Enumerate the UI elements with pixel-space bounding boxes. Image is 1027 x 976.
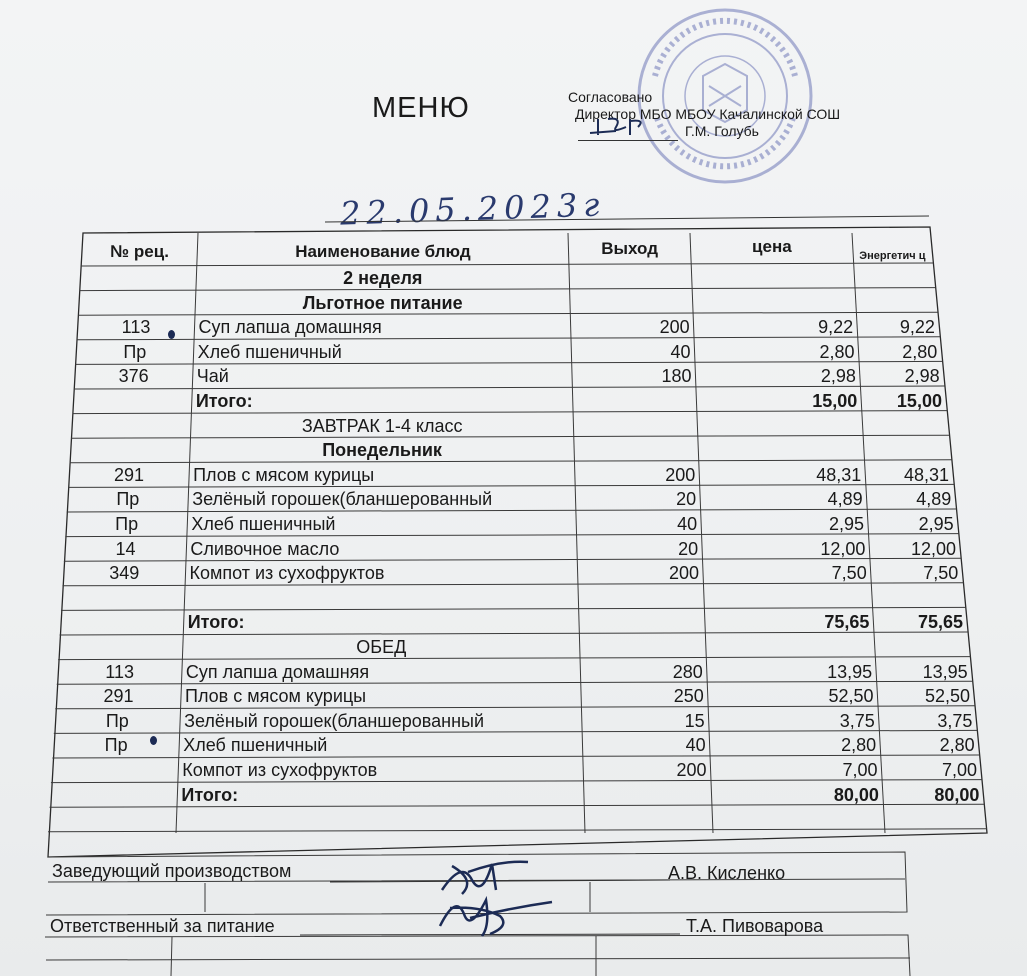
total-price: 15,00: [812, 391, 858, 411]
food-responsible-signature: [430, 886, 560, 941]
dish-recipe-number: 113: [121, 317, 151, 338]
total-energy: 75,65: [917, 612, 963, 633]
total-label: Итого:: [195, 391, 253, 411]
dish-output: 20: [676, 489, 697, 510]
dish-energy: 3,75: [937, 710, 973, 731]
dish-energy: 7,00: [941, 760, 978, 780]
dish-recipe-number: Пр: [116, 489, 140, 510]
dish-name: Хлеб пшеничный: [197, 341, 342, 362]
dish-energy: 13,95: [922, 661, 968, 682]
food-responsible-label: Ответственный за питание: [50, 916, 275, 936]
dish-output: 200: [659, 317, 690, 338]
dish-output: 15: [684, 710, 705, 731]
dish-energy: 48,31: [903, 464, 949, 485]
production-head-label: Заведующий производством: [52, 861, 292, 881]
total-price: 75,65: [824, 612, 870, 633]
dish-output: 200: [668, 563, 700, 584]
dish-output: 200: [665, 464, 696, 485]
dish-name: Плов с мясом курицы: [193, 464, 375, 485]
dish-energy: 2,80: [939, 735, 975, 756]
col-header-energy: Энергетич ц: [859, 250, 926, 262]
dish-name: Чай: [196, 366, 229, 387]
dish-output: 40: [685, 735, 706, 756]
total-price: 80,00: [833, 784, 879, 805]
dish-energy: 9,22: [899, 317, 935, 338]
dish-recipe-number: 349: [109, 563, 140, 584]
approval-name: Г.М. Голубь: [685, 123, 759, 139]
document-title: МЕНЮ: [372, 92, 470, 124]
dish-energy: 12,00: [910, 538, 956, 559]
dish-recipe-number: Пр: [105, 710, 129, 731]
dish-recipe-number: 376: [118, 366, 149, 387]
dish-energy: 52,50: [924, 686, 971, 707]
dish-output: 180: [661, 366, 692, 387]
dish-price: 2,98: [820, 366, 856, 387]
dish-output: 200: [676, 760, 707, 780]
dish-energy: 7,50: [923, 563, 959, 584]
dish-name: Компот из сухофруктов: [182, 760, 378, 780]
total-energy: 80,00: [934, 784, 980, 805]
dish-recipe-number: 291: [103, 686, 134, 707]
dish-output: 280: [672, 661, 703, 682]
dish-energy: 2,80: [902, 341, 938, 362]
approval-director: Директор МБО МБОУ Качалинской СОШ: [575, 106, 841, 122]
dish-recipe-number: 14: [115, 538, 136, 559]
dish-output: 40: [670, 341, 691, 362]
dish-energy: 2,98: [904, 366, 940, 387]
col-header-num: № рец.: [110, 242, 169, 261]
dish-price: 4,89: [827, 489, 863, 510]
dish-output: 250: [673, 686, 704, 707]
production-head-name: А.В. Кисленко: [668, 863, 786, 883]
dish-name: Суп лапша домашняя: [198, 317, 382, 338]
dish-recipe-number: Пр: [115, 514, 139, 534]
dish-name: Зелёный горошек(бланшерованный: [184, 710, 485, 731]
ink-mark: [150, 736, 157, 745]
section-label: Льготное питание: [302, 292, 463, 313]
total-label: Итого:: [187, 612, 245, 633]
dish-name: Суп лапша домашняя: [185, 661, 370, 682]
dish-name: Компот из сухофруктов: [189, 563, 385, 584]
dish-price: 13,95: [827, 661, 873, 682]
dish-name: Хлеб пшеничный: [183, 735, 328, 756]
col-header-output: Выход: [601, 239, 659, 258]
dish-price: 3,75: [839, 710, 875, 731]
section-label: ОБЕД: [356, 637, 407, 657]
food-responsible-name: Т.А. Пивоварова: [686, 916, 824, 936]
dish-output: 20: [678, 538, 699, 559]
dish-recipe-number: Пр: [104, 735, 128, 756]
dish-recipe-number: 113: [105, 661, 134, 682]
dish-price: 9,22: [818, 317, 854, 338]
col-header-name: Наименование блюд: [295, 242, 471, 261]
dish-recipe-number: Пр: [123, 341, 147, 362]
section-label: ЗАВТРАК 1-4 класс: [301, 415, 463, 436]
section-label: Понедельник: [322, 440, 442, 461]
dish-output: 40: [677, 514, 698, 534]
section-label: 2 неделя: [343, 268, 423, 288]
dish-price: 48,31: [816, 464, 862, 485]
menu-date: 22.05.2023г: [339, 185, 606, 233]
dish-energy: 4,89: [916, 489, 952, 510]
approval-label: Согласовано: [568, 89, 653, 105]
dish-price: 7,00: [842, 760, 878, 780]
dish-price: 2,95: [828, 514, 864, 534]
dish-energy: 2,95: [918, 514, 954, 534]
dish-price: 2,80: [819, 341, 855, 362]
dish-price: 12,00: [820, 538, 866, 559]
dish-price: 52,50: [828, 686, 874, 707]
ink-mark: [168, 330, 175, 339]
dish-name: Плов с мясом курицы: [185, 686, 367, 707]
total-label: Итого:: [181, 784, 239, 805]
dish-name: Сливочное масло: [190, 538, 340, 559]
dish-price: 2,80: [841, 735, 877, 756]
total-energy: 15,00: [896, 391, 942, 411]
dish-name: Хлеб пшеничный: [191, 514, 336, 534]
dish-name: Зелёный горошек(бланшерованный: [192, 489, 493, 510]
dish-recipe-number: 291: [113, 464, 145, 485]
dish-price: 7,50: [831, 563, 867, 584]
col-header-price: цена: [752, 237, 792, 256]
